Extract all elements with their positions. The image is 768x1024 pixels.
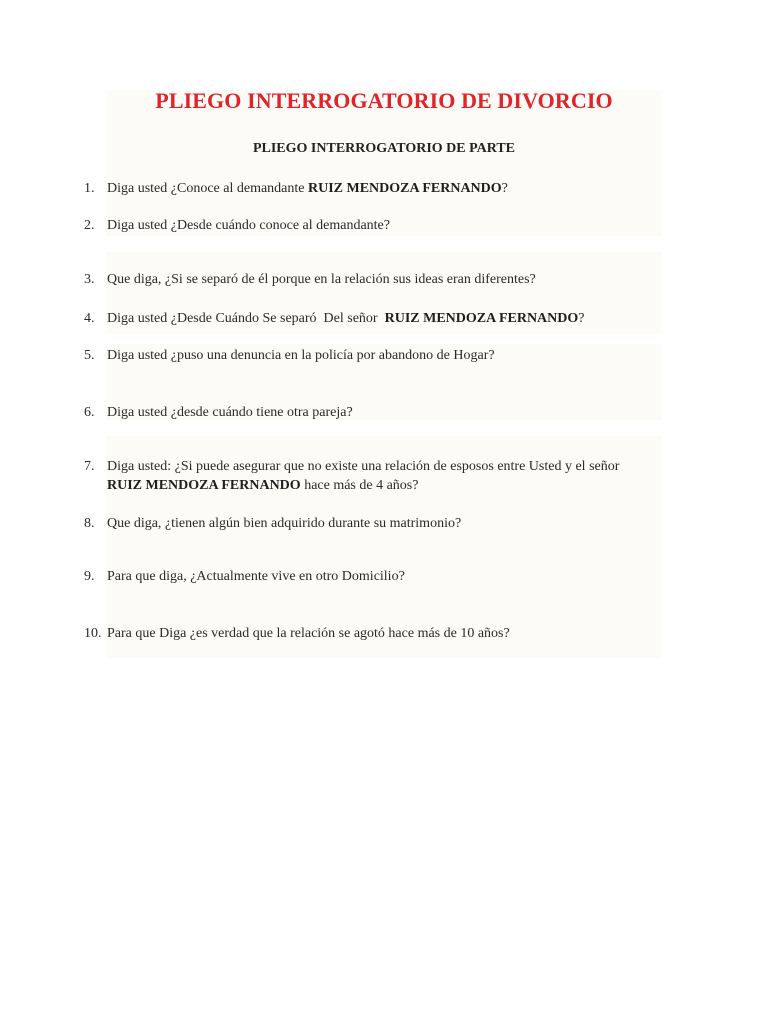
question-number: 9. xyxy=(84,569,95,584)
question-text: Para que diga, ¿Actualmente vive en otro Domicilio? xyxy=(107,569,405,584)
question-number: 1. xyxy=(84,181,95,196)
question-text xyxy=(107,457,667,495)
question-number: 8. xyxy=(84,516,95,531)
question-text-part: ? xyxy=(578,311,585,326)
question-text xyxy=(107,309,667,328)
question-text xyxy=(107,179,667,198)
party-name: RUIZ MENDOZA FERNANDO xyxy=(307,181,502,196)
question-number: 2. xyxy=(84,218,95,233)
party-name: RUIZ MENDOZA FERNANDO xyxy=(384,311,579,326)
question-text-line: Diga usted: ¿Si puede asegurar que no existe una relación de esposos entre Usted y el señor xyxy=(107,459,620,474)
question-number: 7. xyxy=(84,459,95,474)
question-text: Para que Diga ¿es verdad que la relación se agotó hace más de 10 años? xyxy=(107,626,510,641)
question-text-part: Diga usted ¿Conoce al demandante xyxy=(107,181,308,196)
question-number: 6. xyxy=(84,405,95,420)
document-subtitle: PLIEGO INTERROGATORIO DE PARTE xyxy=(252,141,516,156)
question-text-part: ? xyxy=(501,181,508,196)
document-title: PLIEGO INTERROGATORIO DE DIVORCIO xyxy=(155,88,613,113)
question-number: 5. xyxy=(84,348,95,363)
question-number: 10. xyxy=(84,626,102,641)
question-text: Que diga, ¿Si se separó de él porque en la relación sus ideas eran diferentes? xyxy=(107,272,536,287)
question-text: Diga usted ¿Desde cuándo conoce al demandante? xyxy=(107,218,390,233)
question-number: 4. xyxy=(84,311,95,326)
question-number: 3. xyxy=(84,272,95,287)
question-text-part: Diga usted ¿Desde Cuándo Se separó Del señor xyxy=(107,311,385,326)
question-text: Diga usted ¿puso una denuncia en la policía por abandono de Hogar? xyxy=(107,348,495,363)
party-name: RUIZ MENDOZA FERNANDO xyxy=(107,478,301,493)
question-text: Que diga, ¿tienen algún bien adquirido durante su matrimonio? xyxy=(107,516,462,531)
question-text: Diga usted ¿desde cuándo tiene otra pareja? xyxy=(107,405,353,420)
question-text-part: hace más de 4 años? xyxy=(300,478,419,493)
